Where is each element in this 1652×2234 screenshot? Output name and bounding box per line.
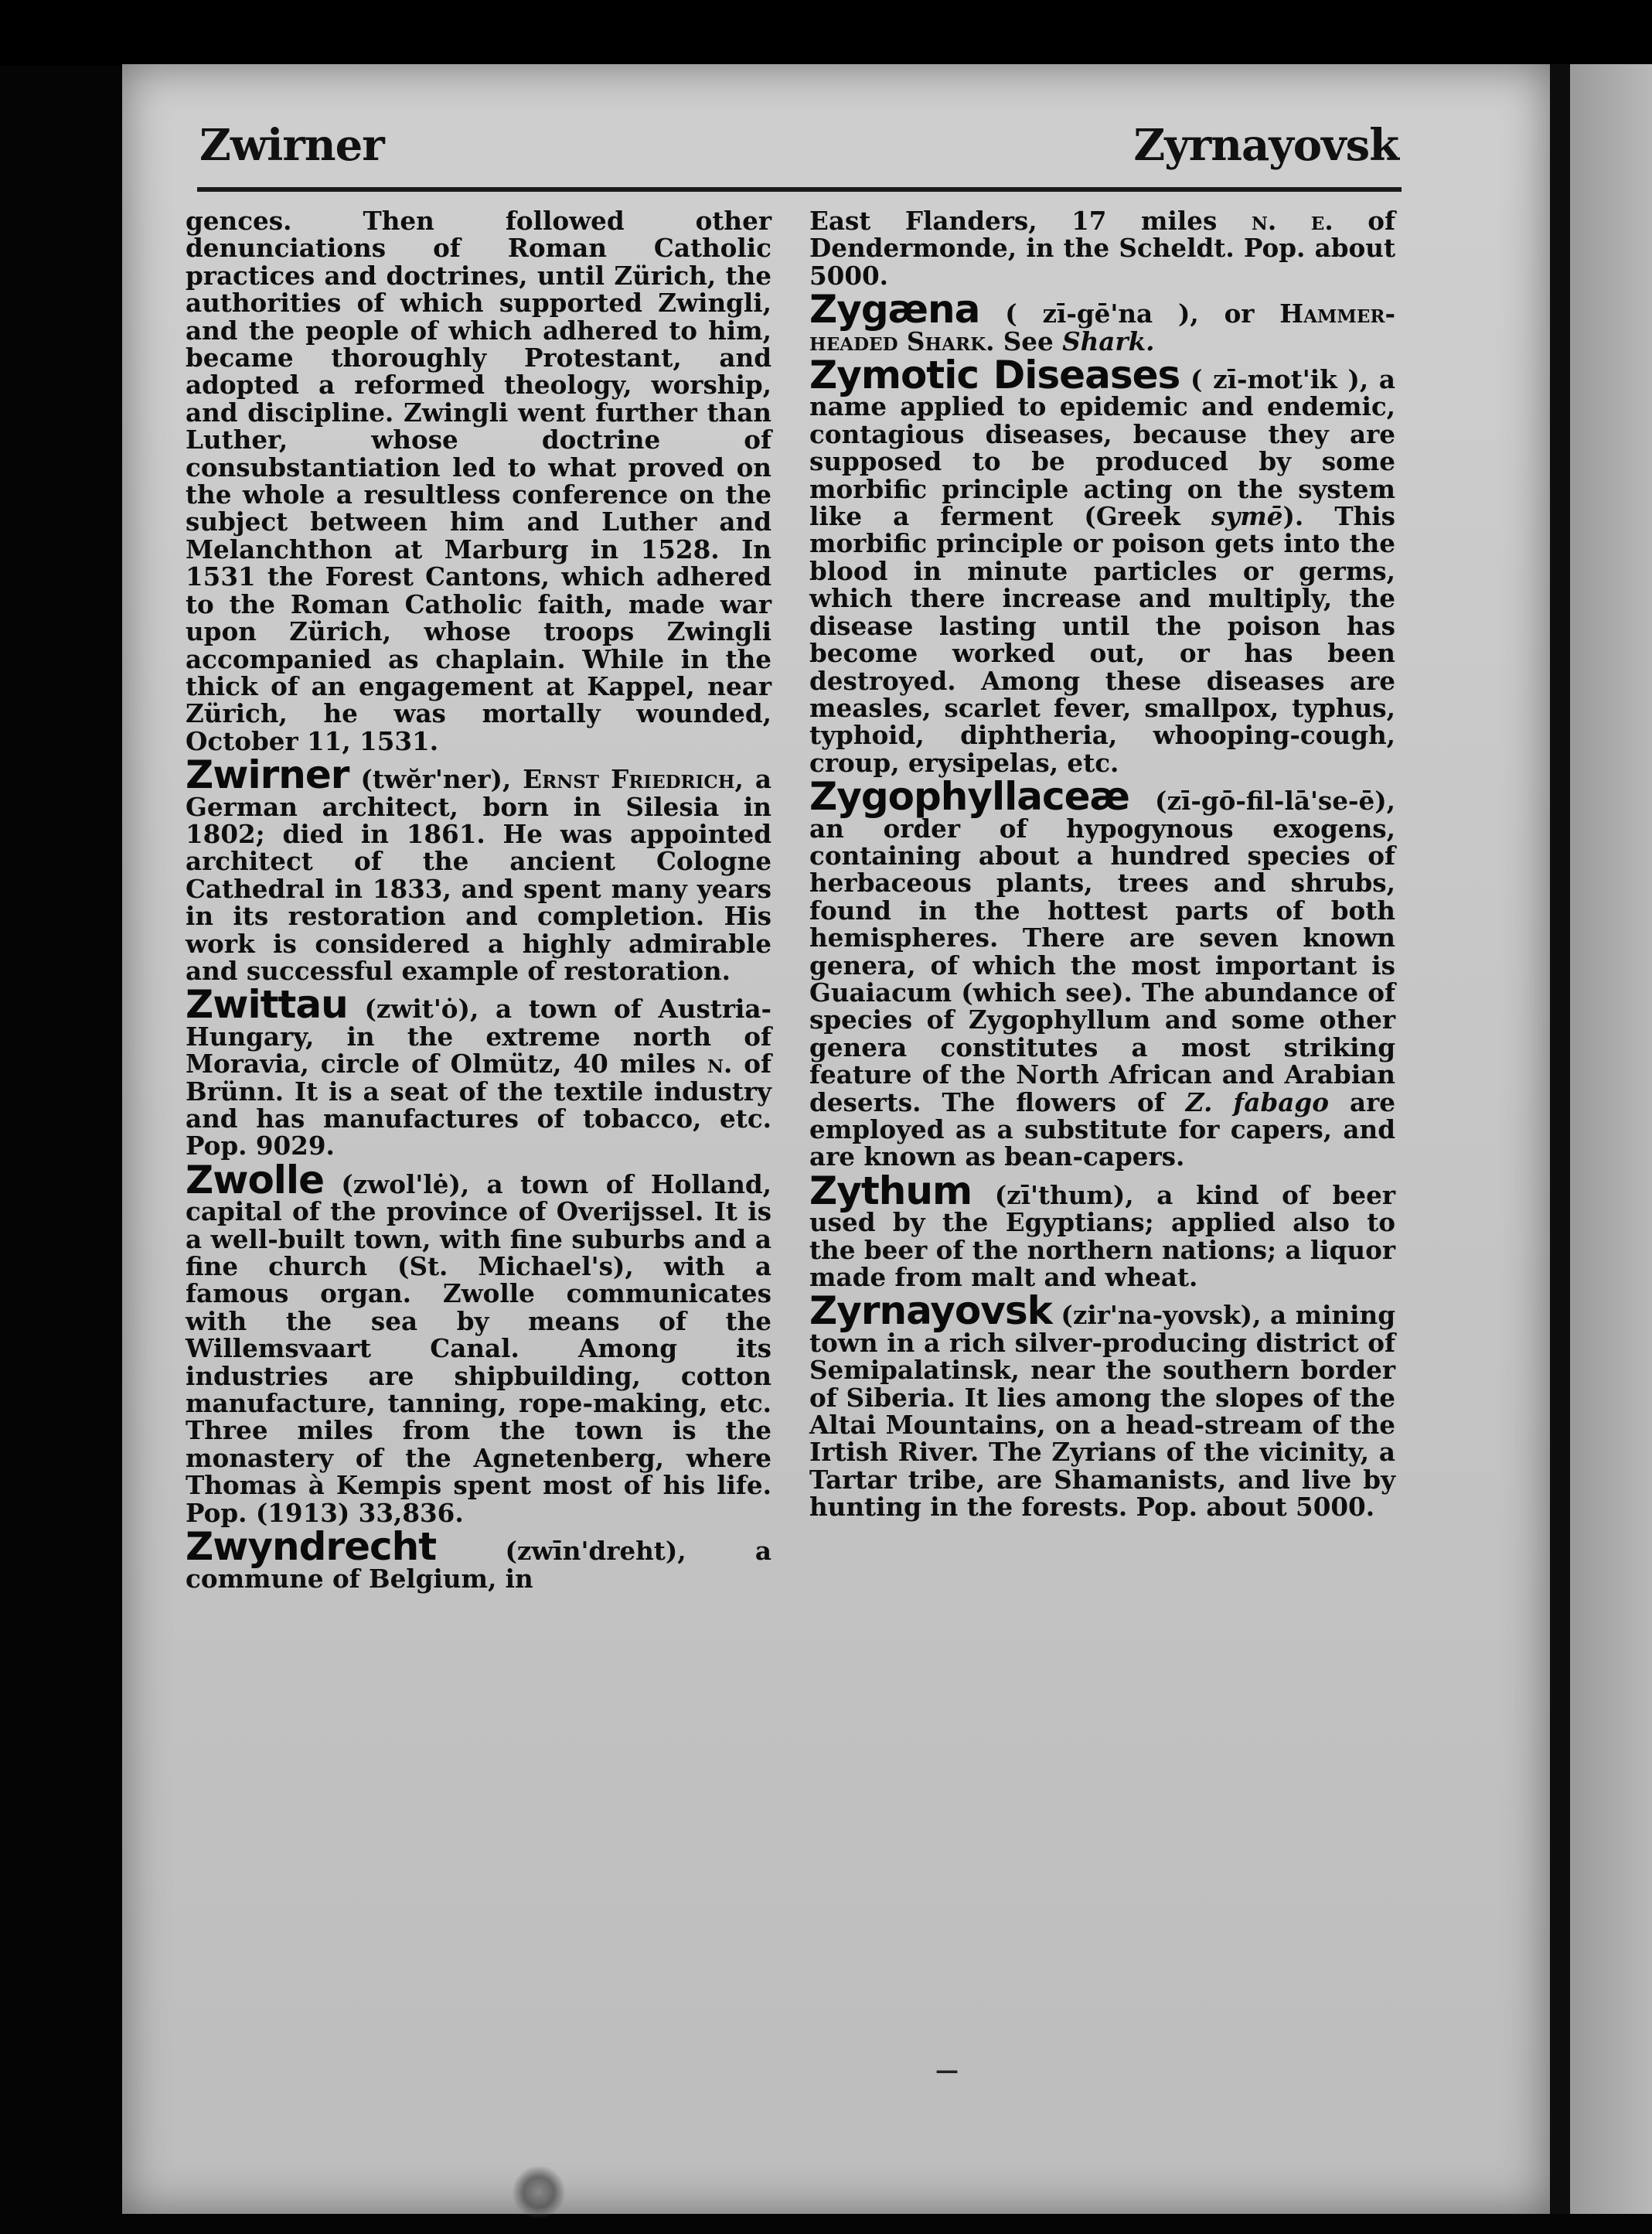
entry-zyrnayovsk (809, 1288, 1395, 1523)
entry-body-cont: ). This morbific principle or poison gets into the blood in minute particles or germs, which there increase and multiply, the disease lasting until the poison has become worked out, or has been destroyed. Among these diseases are measles, scarlet fever, smallpox, typhus, typhoid, diphtheria, whooping-cough, croup, erysipelas, etc. (809, 501, 1395, 778)
entry-zwittau (186, 982, 772, 1161)
entry-body: a kind of beer used by the Egyptians; applied also to the beer of the northern nations; a liquor made from malt and wheat. (809, 1179, 1395, 1293)
pronunciation: (zī-gō-fil-lā'se-ē), (1155, 786, 1395, 817)
footer-mark: — (935, 2057, 959, 2084)
entry-body-cont: of Brünn. It is a seat of the textile industry and has manufactures of tobacco, etc. Pop. 9029. (186, 1049, 772, 1161)
person-name: Ernst Friedrich, (523, 764, 744, 795)
running-head-right: Zyrnayovsk (1133, 120, 1398, 171)
headword: Zygophyllaceæ (809, 774, 1129, 820)
scan-smudge (512, 2165, 566, 2219)
right-column (809, 207, 1395, 1521)
continuation-part: East Flanders, 17 miles (809, 206, 1252, 236)
scan-border (0, 0, 1652, 66)
continuation-part: of Dendermonde, in the Scheldt. Pop. about 5000. (809, 206, 1395, 291)
entry-zygaena (809, 287, 1396, 356)
continuation-text: gences. Then followed other denunciations of Roman Catholic practices and doctrines, until Zürich, the authorities of which supported Zwingli, and the people of which adhered to him, became thoroughly Protestant, and adopted a reformed theology, worship, and discipline. Zwingli went further than Luther, whose doctrine of consubstantiation led to what proved on the whole a resultless conference on the subject between him and Luther and Melanchthon at Marburg in 1528. In 1531 the Forest Cantons, which adhered to the Roman Catholic faith, made war upon Zürich, whose troops Zwingli accompanied as chaplain. While in the thick of an engagement at Kappel, near Zürich, he was mortally wounded, October 11, 1531. (186, 206, 772, 756)
entry-body: a town of Austria-Hungary, in the extreme north of Moravia, circle of Olmütz, 40 miles (186, 994, 772, 1079)
pronunciation: ( zī-gē'na ), (1005, 298, 1199, 329)
entry-body-cont: are employed as a substitute for capers, and are known as bean-capers. (809, 1086, 1395, 1172)
pronunciation: (twĕr'ner), (360, 764, 512, 795)
cross-reference: Shark. (1062, 326, 1155, 356)
headword: Zythum (809, 1168, 972, 1213)
entry-body: a commune of Belgium, in (186, 1536, 772, 1594)
entry-zymotic-diseases (809, 353, 1396, 778)
entry-body: a German architect, born in Silesia in 1802; died in 1861. He was appointed architect of the ancient Cologne Cathedral in 1833, and spent many years in its restoration and completion. His work is considered a highly admirable and successful example of restoration. (186, 764, 772, 986)
pronunciation: (zwit'ȯ), (364, 994, 479, 1025)
entry-zwyndrecht (186, 1524, 772, 1594)
species-name: Z. fabago (1185, 1086, 1329, 1117)
entry-zwirner (186, 752, 772, 986)
pronunciation: (zir'na-yovsk), (1061, 1300, 1262, 1331)
header-rule (197, 187, 1402, 192)
entry-zygophyllaceae (809, 774, 1395, 1172)
entry-body-cont: See (994, 326, 1063, 356)
direction-abbr: n. (707, 1049, 733, 1079)
pronunciation: (zī'thum), (994, 1179, 1134, 1210)
entry-body: or (1198, 298, 1280, 329)
headword: Zygæna (809, 287, 980, 333)
greek-word: symē (1211, 501, 1283, 532)
entry-body: a town of Holland, capital of the province of Overijssel. It is a well-built town, with fine suburbs and a fine church (St. Michael's), with a famous organ. Zwolle communicates with the sea by means of the Willemsvaart Canal. Among its industries are shipbuilding, cotton manufacture, tanning, rope-making, etc. Three miles from the town is the monastery of the Agnetenberg, where Thomas à Kempis spent most of his life. Pop. (1913) 33,836. (186, 1168, 772, 1528)
gutter-shadow (1550, 64, 1570, 2214)
headword: Zyrnayovsk (809, 1288, 1052, 1334)
direction-abbr: n. e. (1251, 206, 1334, 236)
entry-zwolle (186, 1157, 772, 1528)
continuation-text (809, 207, 1395, 289)
headword: Zymotic Diseases (809, 353, 1180, 398)
pronunciation: ( zī-mot'ik ), (1190, 364, 1369, 395)
left-column (186, 207, 772, 1592)
entry-body: a mining town in a rich silver-producing district of Semipalatinsk, near the southern border of Siberia. It lies among the slopes of the Altai Mountains, on a head-stream of the Irtish River. The Zyrians of the vicinity, a Tartar tribe, are Shamanists, and live by hunting in the forests. Pop. about 5000. (809, 1300, 1395, 1523)
entry-body: a name applied to epidemic and endemic, contagious diseases, because they are supposed to be produced by some morbific principle acting on the system like a ferment (Greek (809, 364, 1396, 532)
cross-name: Hammer-headed Shark. (809, 298, 1396, 356)
running-head-left: Zwirner (199, 120, 384, 171)
headword: Zwittau (186, 982, 348, 1028)
pronunciation: (zwīn'dreht), (505, 1536, 686, 1567)
pronunciation: (zwol'lė), (341, 1168, 470, 1199)
headword: Zwolle (186, 1157, 324, 1202)
adjacent-page-edge (1570, 64, 1652, 2214)
headword: Zwirner (186, 752, 349, 798)
entry-zythum (809, 1168, 1395, 1293)
headword: Zwyndrecht (186, 1524, 437, 1570)
entry-body: an order of hypogynous exogens, containing about a hundred species of herbaceous plants, trees and shrubs, found in the hottest parts of both hemispheres. There are seven known genera, of which the most important is Guaiacum (which see). The abundance of species of Zygophyllum and some other genera constitutes a most striking feature of the North African and Arabian deserts. The flowers of (809, 813, 1395, 1117)
